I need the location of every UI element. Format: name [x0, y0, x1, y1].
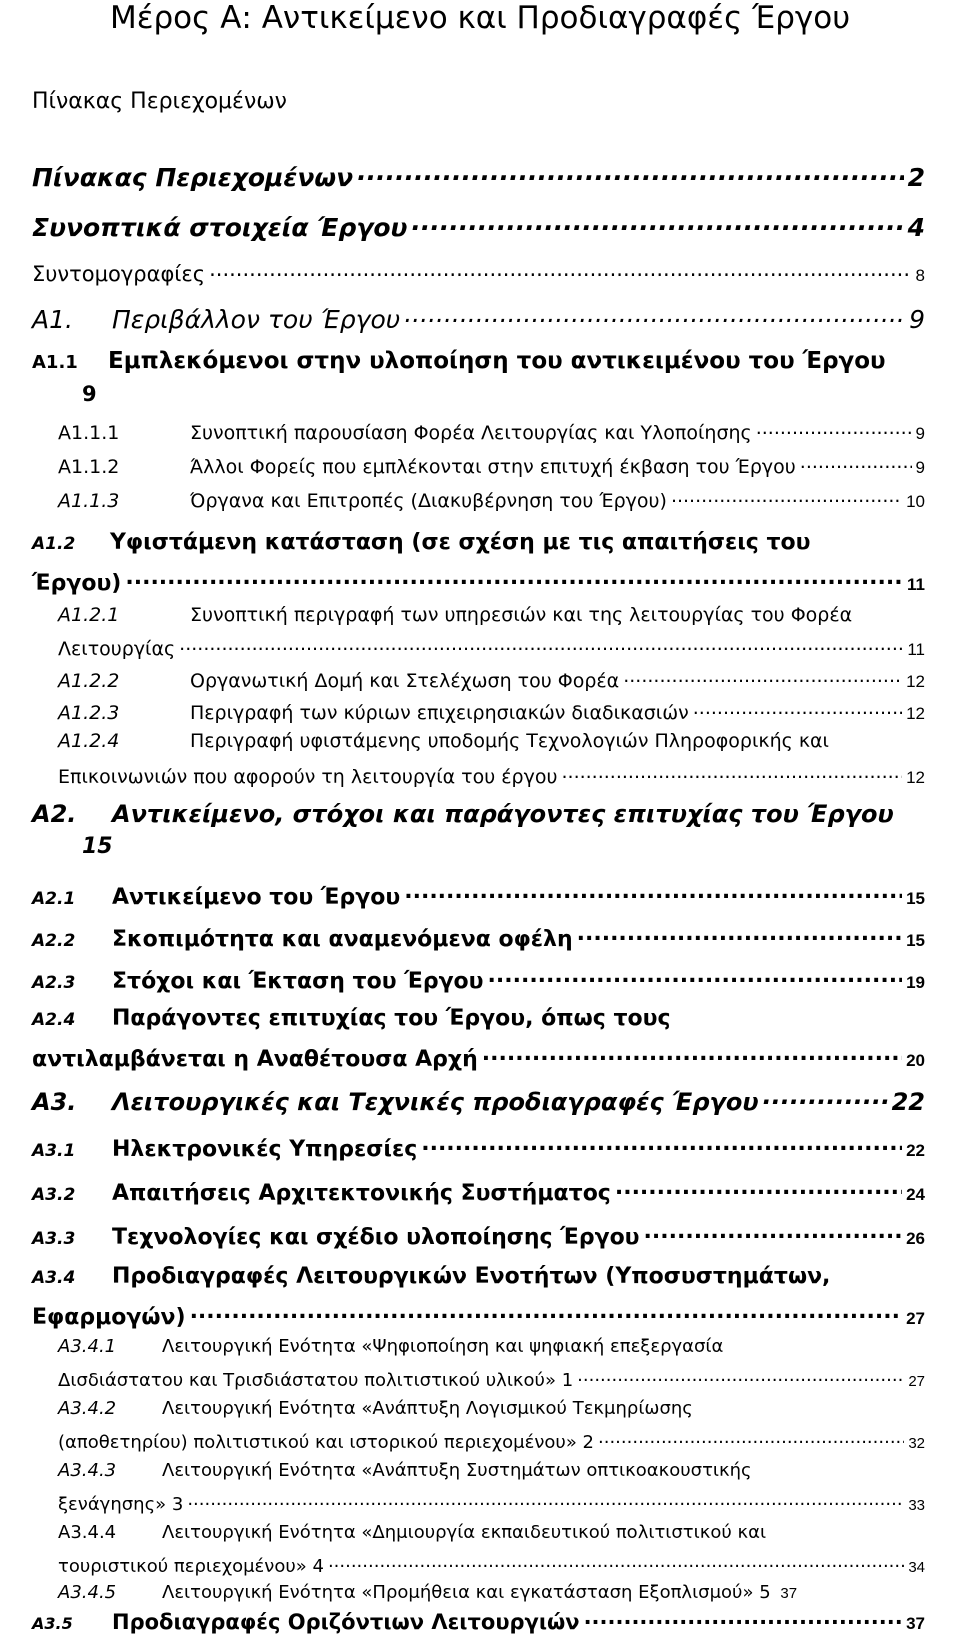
toc-entry-title: Ηλεκτρονικές Υπηρεσίες [112, 1137, 418, 1163]
leader-dots [584, 1606, 903, 1629]
leader-dots [800, 452, 912, 473]
toc-entry-a3-4-3[interactable] [58, 1460, 752, 1481]
toc-entry-number: Α1.1.2 [58, 455, 120, 478]
toc-entry-a3-4-1-cont[interactable] [58, 1366, 925, 1391]
toc-entry-a1-2-3[interactable] [58, 698, 925, 724]
toc-entry-title: Περιγραφή των κύριων επιχειρησιακών διαδικασιών [190, 701, 689, 724]
toc-entry-a1-1[interactable] [32, 348, 886, 374]
toc-entry-a1-1-3[interactable] [58, 486, 925, 512]
toc-entry-title-line2: Έργου) [32, 571, 122, 597]
toc-entry-page: 33 [908, 1496, 925, 1514]
toc-entry-a2-4[interactable] [32, 1006, 671, 1031]
toc-entry-page: 19 [906, 973, 925, 993]
toc-entry-a1-1-2[interactable] [58, 452, 925, 478]
toc-entry-contents[interactable] [32, 158, 925, 192]
toc-entry-number: Α3.4.1 [58, 1336, 117, 1357]
leader-dots [756, 418, 912, 439]
toc-entry-title: Προδιαγραφές Οριζόντιων Λειτουργιών [112, 1610, 580, 1634]
toc-entry-title-line2: (αποθετηρίου) πολιτιστικού και ιστορικού περιεχομένου» 2 [58, 1431, 595, 1453]
toc-entry-a3-4[interactable] [32, 1264, 830, 1289]
toc-entry-number: Α1.1.3 [58, 489, 120, 512]
toc-entry-number: Α3.4.3 [58, 1460, 117, 1481]
toc-entry-number: Α3.2 [32, 1185, 76, 1206]
toc-entry-a2-4-cont[interactable] [32, 1042, 925, 1072]
toc-entry-title: Συνοπτική παρουσίαση Φορέα Λειτουργίας και Υλοποίησης [190, 421, 752, 444]
toc-entry-title-line2: Δισδιάστατου και Τρισδιάστατου πολιτιστικού υλικού» 1 [58, 1369, 574, 1391]
toc-entry-title: Όργανα και Επιτροπές (Διακυβέρνηση του Έργου) [190, 489, 667, 512]
leader-dots [421, 1132, 902, 1156]
toc-entry-a1-2-2[interactable] [58, 666, 925, 692]
toc-entry-page: 27 [906, 1309, 925, 1329]
toc-entry-number: Α2.2 [32, 931, 76, 952]
toc-entry-number: Α3. [32, 1088, 77, 1117]
toc-entry-a2-2[interactable] [32, 922, 925, 952]
toc-entry-number: Α3.4.5 [58, 1582, 117, 1603]
toc-entry-number: Α1.1.1 [58, 421, 120, 444]
toc-entry-page: 10 [906, 491, 925, 511]
toc-entry-a3-4-2-cont[interactable] [58, 1428, 925, 1453]
toc-entry-title: Εμπλεκόμενοι στην υλοποίηση του αντικειμένου του Έργου [108, 348, 886, 374]
toc-entry-page: 22 [906, 1141, 925, 1161]
toc-entry-page: 15 [906, 889, 925, 909]
toc-entry-page: 32 [908, 1434, 925, 1452]
toc-entry-page: 26 [906, 1229, 925, 1249]
toc-entry-title-line1: Λειτουργική Ενότητα «Ψηφιοποίηση και ψηφιακή επεξεργασία [162, 1336, 724, 1357]
toc-entry-title: Σκοπιμότητα και αναμενόμενα οφέλη [112, 927, 573, 953]
toc-entry-title-line1: Συνοπτική περιγραφή των υπηρεσιών και της λειτουργίας του Φορέα [190, 604, 853, 626]
toc-entry-page: 24 [906, 1185, 925, 1205]
leader-dots [615, 1176, 902, 1200]
toc-entry-number: Α1.1 [32, 352, 78, 373]
toc-entry-abbreviations[interactable] [32, 258, 925, 286]
toc-entry-page: 2 [907, 162, 925, 192]
toc-entry-title: Συνοπτικά στοιχεία Έργου [32, 212, 408, 242]
toc-entry-a3-4-1[interactable] [58, 1336, 723, 1357]
toc-entry-page: 22 [891, 1088, 925, 1117]
toc-entry-a3-4-3-cont[interactable] [58, 1490, 925, 1515]
leader-dots [190, 1300, 903, 1324]
leader-dots [125, 566, 903, 590]
toc-entry-number: Α2.1 [32, 889, 76, 910]
toc-entry-page: 9 [915, 423, 925, 443]
toc-entry-title-line2: αντιλαμβάνεται η Αναθέτουσα Αρχή [32, 1047, 478, 1073]
toc-entry-page: 9 [82, 382, 97, 406]
toc-entry-a3-5[interactable] [32, 1606, 925, 1634]
toc-entry-a3-4-4-cont[interactable] [58, 1552, 925, 1577]
toc-entry-a2-1[interactable] [32, 880, 925, 910]
toc-entry-title: Λειτουργικές και Τεχνικές προδιαγραφές Έργου [112, 1088, 759, 1117]
toc-entry-a1[interactable] [32, 300, 925, 334]
toc-entry-a3-1[interactable] [32, 1132, 925, 1162]
toc-entry-page: 15 [906, 931, 925, 951]
toc-entry-a2[interactable] [32, 800, 894, 828]
toc-entry-a3-4-4[interactable] [58, 1522, 766, 1543]
toc-entry-a1-2-1[interactable] [58, 604, 852, 626]
toc-entry-title-line2: ξενάγησης» 3 [58, 1493, 184, 1515]
toc-entry-number: Α3.3 [32, 1229, 76, 1250]
toc-entry-a1-2-4[interactable] [58, 730, 829, 752]
toc-entry-title: Αντικείμενο του Έργου [112, 885, 401, 911]
toc-entry-title: Πίνακας Περιεχομένων [32, 162, 354, 192]
toc-entry-a1-2-1-cont[interactable] [58, 634, 925, 660]
toc-entry-title-line2: Λειτουργίας [58, 637, 176, 660]
toc-entry-a3-4-5[interactable] [58, 1582, 797, 1603]
toc-entry-page: 34 [908, 1558, 925, 1576]
toc-entry-title: Συντομογραφίες [32, 262, 206, 287]
toc-entry-page: 11 [907, 639, 925, 659]
toc-entry-a3-3[interactable] [32, 1220, 925, 1250]
leader-dots [179, 634, 903, 655]
toc-entry-title: Απαιτήσεις Αρχιτεκτονικής Συστήματος [112, 1181, 611, 1207]
leader-dots [488, 964, 903, 988]
toc-entry-page: 15 [82, 834, 113, 859]
toc-entry-a3[interactable] [32, 1084, 925, 1116]
toc-entry-title-line1: Λειτουργική Ενότητα «Ανάπτυξη Συστημάτων οπτικοακουστικής [162, 1460, 752, 1481]
leader-dots [561, 762, 902, 783]
toc-entry-a3-4-cont[interactable] [32, 1300, 925, 1330]
toc-entry-title-line2: τουριστικού περιεχομένου» 4 [58, 1555, 324, 1577]
toc-entry-page: 4 [907, 212, 925, 242]
toc-entry-title: Άλλοι Φορείς που εμπλέκονται στην επιτυχή έκβαση του Έργου [190, 455, 796, 478]
toc-entry-title-line1: Περιγραφή υφιστάμενης υποδομής Τεχνολογιών Πληροφορικής και [190, 730, 829, 752]
toc-entry-a1-2-cont[interactable] [32, 566, 925, 596]
leader-dots [482, 1042, 902, 1066]
toc-entry-page: 12 [906, 671, 925, 691]
toc-entry-title-line1: Προδιαγραφές Λειτουργικών Ενοτήτων (Υποσυστημάτων, [112, 1264, 831, 1289]
toc-entry-number: Α3.4.2 [58, 1398, 117, 1419]
leader-dots [693, 698, 902, 719]
toc-entry-number: Α1.2.1 [58, 604, 120, 626]
leader-dots [187, 1490, 904, 1510]
toc-entry-title-line1: Παράγοντες επιτυχίας του Έργου, όπως τους [112, 1006, 671, 1031]
toc-entry-number: Α1. [32, 304, 73, 334]
toc-entry-page: 9 [909, 304, 925, 334]
toc-entry-title: Λειτουργική Ενότητα «Προμήθεια και εγκατάσταση Εξοπλισμού» 5 [162, 1582, 771, 1603]
toc-entry-title-line1: Υφιστάμενη κατάσταση (σε σχέση με τις απαιτήσεις του [110, 530, 811, 555]
toc-entry-title: Αντικείμενο, στόχοι και παράγοντες επιτυχίας του Έργου [112, 800, 894, 828]
toc-entry-number: Α2. [32, 800, 77, 828]
leader-dots [411, 208, 903, 236]
leader-dots [404, 880, 902, 904]
toc-entry-a1-2-4-cont[interactable] [58, 762, 925, 788]
toc-entry-number: Α1.2.2 [58, 669, 120, 692]
toc-heading: Πίνακας Περιεχομένων [32, 89, 287, 114]
toc-entry-a1-1-1[interactable] [58, 418, 925, 444]
toc-entry-page: 37 [906, 1614, 925, 1634]
toc-entry-page: 11 [907, 575, 925, 595]
toc-entry-page: 9 [915, 457, 925, 477]
toc-entry-summary[interactable] [32, 208, 925, 242]
toc-entry-title: Στόχοι και Έκταση του Έργου [112, 969, 484, 995]
leader-dots [623, 666, 902, 687]
toc-entry-a2-3[interactable] [32, 964, 925, 994]
toc-entry-number: Α1.2.4 [58, 730, 120, 752]
toc-entry-number: Α2.3 [32, 973, 76, 994]
leader-dots [577, 922, 902, 946]
toc-entry-number: Α3.4 [32, 1268, 76, 1288]
toc-entry-a1-2[interactable] [32, 530, 810, 555]
leader-dots [644, 1220, 903, 1244]
toc-entry-title-line2: Εφαρμογών) [32, 1305, 186, 1331]
toc-entry-number: Α1.2 [32, 534, 76, 554]
toc-entry-page: 37 [780, 1585, 798, 1602]
leader-dots [209, 258, 911, 281]
toc-entry-number: Α1.2.3 [58, 701, 120, 724]
toc-entry-a3-2[interactable] [32, 1176, 925, 1206]
toc-entry-title-line1: Λειτουργική Ενότητα «Δημιουργία εκπαιδευτικού πολιτιστικού και [162, 1522, 767, 1543]
toc-entry-title-line1: Λειτουργική Ενότητα «Ανάπτυξη Λογισμικού Τεκμηρίωσης [162, 1398, 693, 1419]
leader-dots [763, 1084, 888, 1110]
leader-dots [671, 486, 902, 507]
toc-entry-page: 12 [906, 767, 925, 787]
toc-entry-a3-4-2[interactable] [58, 1398, 693, 1419]
leader-dots [577, 1366, 904, 1386]
leader-dots [598, 1428, 904, 1448]
toc-entry-page: 8 [915, 266, 925, 286]
leader-dots [357, 158, 903, 186]
toc-entry-page: 20 [906, 1051, 925, 1071]
leader-dots [404, 300, 905, 328]
toc-entry-title-line2: Επικοινωνιών που αφορούν τη λειτουργία του έργου [58, 765, 558, 788]
toc-entry-page: 12 [906, 703, 925, 723]
toc-entry-number: Α3.1 [32, 1141, 76, 1162]
document-title: Μέρος Α: Αντικείμενο και Προδιαγραφές Έργου [110, 0, 851, 36]
toc-entry-title: Τεχνολογίες και σχέδιο υλοποίησης Έργου [112, 1225, 640, 1251]
leader-dots [328, 1552, 904, 1572]
toc-entry-number: Α3.4.4 [58, 1522, 117, 1543]
toc-entry-title: Περιβάλλον του Έργου [112, 304, 401, 334]
toc-entry-page: 27 [908, 1372, 925, 1390]
toc-entry-number: Α2.4 [32, 1010, 76, 1030]
toc-entry-title: Οργανωτική Δομή και Στελέχωση του Φορέα [190, 669, 620, 692]
toc-entry-number: Α3.5 [32, 1614, 73, 1634]
